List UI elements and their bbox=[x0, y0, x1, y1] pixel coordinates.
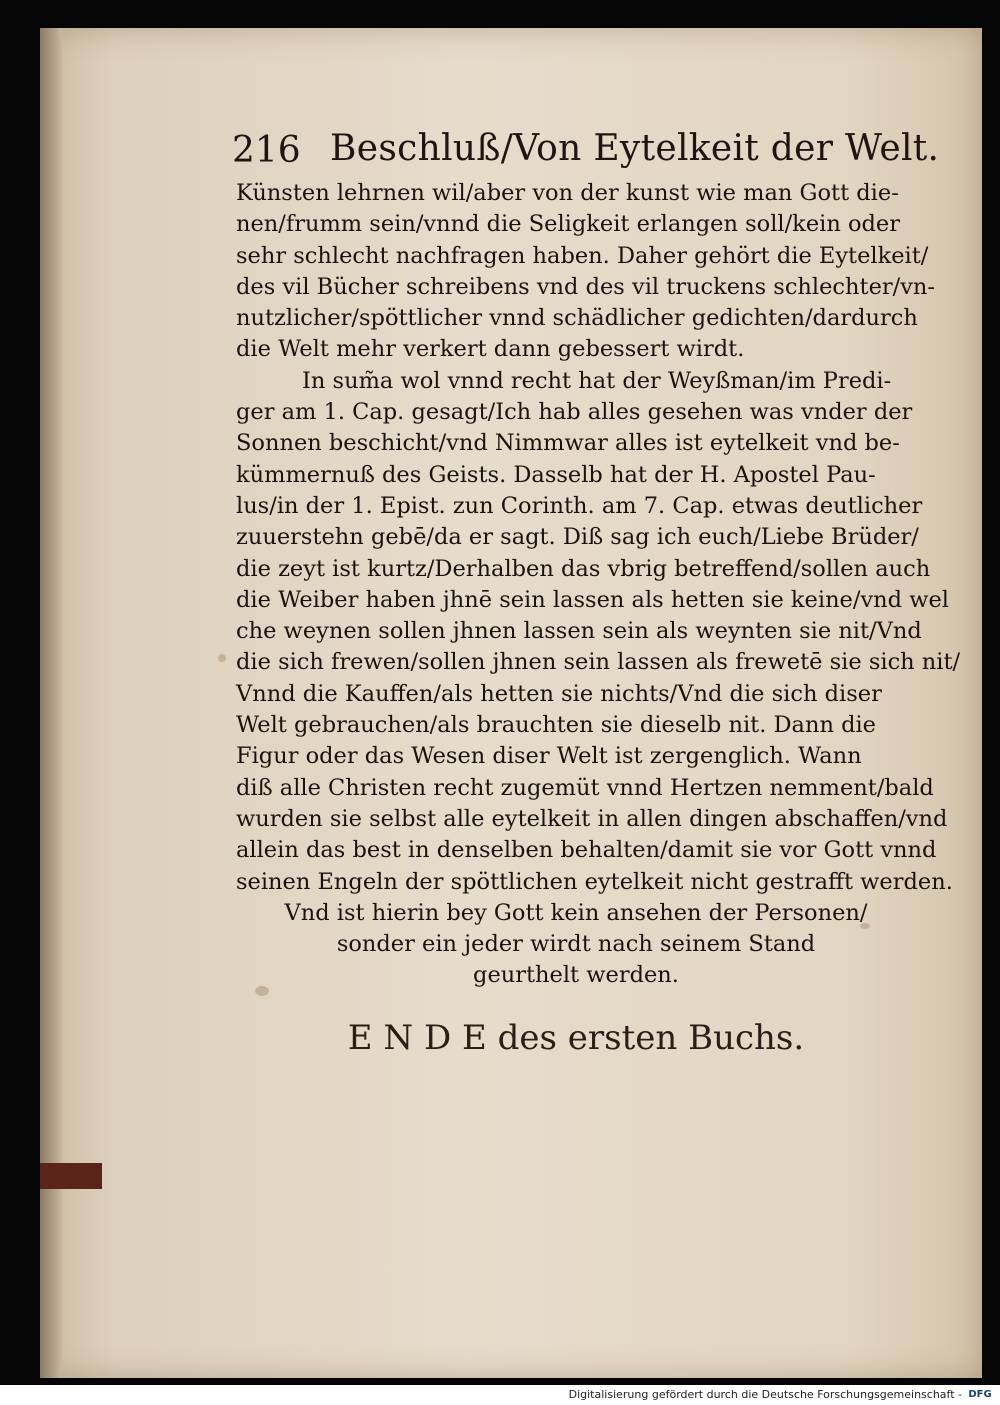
closing-line: E N D E des ersten Buchs. bbox=[347, 1018, 805, 1058]
page-header bbox=[232, 120, 940, 180]
text-line: sehr schlecht nachfragen haben. Daher gehört die Eytelkeit/ bbox=[236, 242, 929, 269]
text-line: wurden sie selbst alle eytelkeit in allen dingen abschaffen/vnd bbox=[236, 805, 948, 832]
text-line: Welt gebrauchen/als brauchten sie dieselb nit. Dann die bbox=[236, 712, 876, 739]
text-line: ger am 1. Cap. gesagt/Ich hab alles gesehen was vnder der bbox=[236, 399, 913, 426]
text-line: geurthelt werden. bbox=[473, 962, 679, 989]
dfg-logo: DFG bbox=[968, 1389, 992, 1400]
text-line: des vil Bücher schreibens vnd des vil truckens schlechter/vn- bbox=[236, 273, 936, 300]
text-line: allein das best in denselben behalten/damit sie vor Gott vnnd bbox=[236, 837, 937, 864]
text-line: kümmernuß des Geists. Dasselb hat der H. Apostel Pau- bbox=[236, 461, 876, 488]
funding-credit: Digitalisierung gefördert durch die Deutsche Forschungsgemeinschaft - bbox=[568, 1388, 962, 1401]
text-line: seinen Engeln der spöttlichen eytelkeit nicht gestrafft werden. bbox=[236, 868, 953, 895]
text-line: Figur oder das Wesen diser Welt ist zergenglich. Wann bbox=[236, 743, 862, 770]
text-line: zuuerstehn gebē/da er sagt. Diß sag ich euch/Liebe Brüder/ bbox=[236, 524, 919, 551]
red-tab-mark bbox=[40, 1163, 102, 1189]
text-line: nen/frumm sein/vnnd die Seligkeit erlangen soll/kein oder bbox=[236, 211, 900, 238]
text-line: Sonnen beschicht/vnd Nimmwar alles ist eytelkeit vnd be- bbox=[236, 430, 900, 457]
text-line: Vnnd die Kauffen/als hetten sie nichts/Vnd die sich diser bbox=[236, 680, 882, 707]
text-line: die Weiber haben jhnē sein lassen als hetten sie keine/vnd wel bbox=[236, 586, 949, 613]
text-line: sonder ein jeder wirdt nach seinem Stand bbox=[336, 931, 816, 958]
text-line: diß alle Christen recht zugemüt vnnd Hertzen nemment/bald bbox=[236, 774, 934, 801]
text-line: die sich frewen/sollen jhnen sein lassen als frewetē sie sich nit/ bbox=[236, 649, 961, 676]
running-head: Beschluß/Von Eytelkeit der Welt. bbox=[330, 128, 940, 169]
text-line: nutzlicher/spöttlicher vnnd schädlicher gedichten/dardurch bbox=[236, 305, 918, 332]
text-line: die Welt mehr verkert dann gebessert wirdt. bbox=[236, 336, 745, 363]
text-line: die zeyt ist kurtz/Derhalben das vbrig betreffend/sollen auch bbox=[236, 555, 931, 582]
footer-bar bbox=[0, 1385, 1000, 1405]
text-line: Künsten lehrnen wil/aber von der kunst wie man Gott die- bbox=[236, 180, 899, 206]
page-number: 216 bbox=[232, 130, 301, 171]
text-line: Vnd ist hierin bey Gott kein ansehen der Personen/ bbox=[284, 899, 868, 926]
text-line: In sum̃a wol vnnd recht hat der Weyßman/im Predi- bbox=[302, 367, 892, 394]
text-line: che weynen sollen jhnen lassen sein als weynten sie nit/Vnd bbox=[236, 618, 922, 645]
body-text bbox=[236, 178, 961, 992]
paper-stain bbox=[218, 654, 226, 662]
text-line: lus/in der 1. Epist. zun Corinth. am 7. Cap. etwas deutlicher bbox=[236, 492, 923, 519]
